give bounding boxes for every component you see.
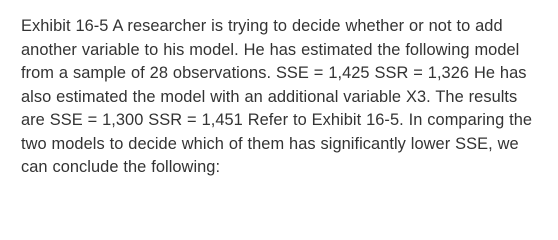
question-text: Exhibit 16-5 A researcher is trying to decide whether or not to add another variable to his model. He has estimated the following model from a sample of 28 observations. SSE = 1,425 SSR = 1,326 He has also estimated the model with an additional variable X3. The results are SSE = 1,300 SSR = 1,451 Refer to Exhibit 16-5. In comparing the two models to decide which of them has significantly lower SSE, we can conclude the following: xyxy=(21,17,533,176)
